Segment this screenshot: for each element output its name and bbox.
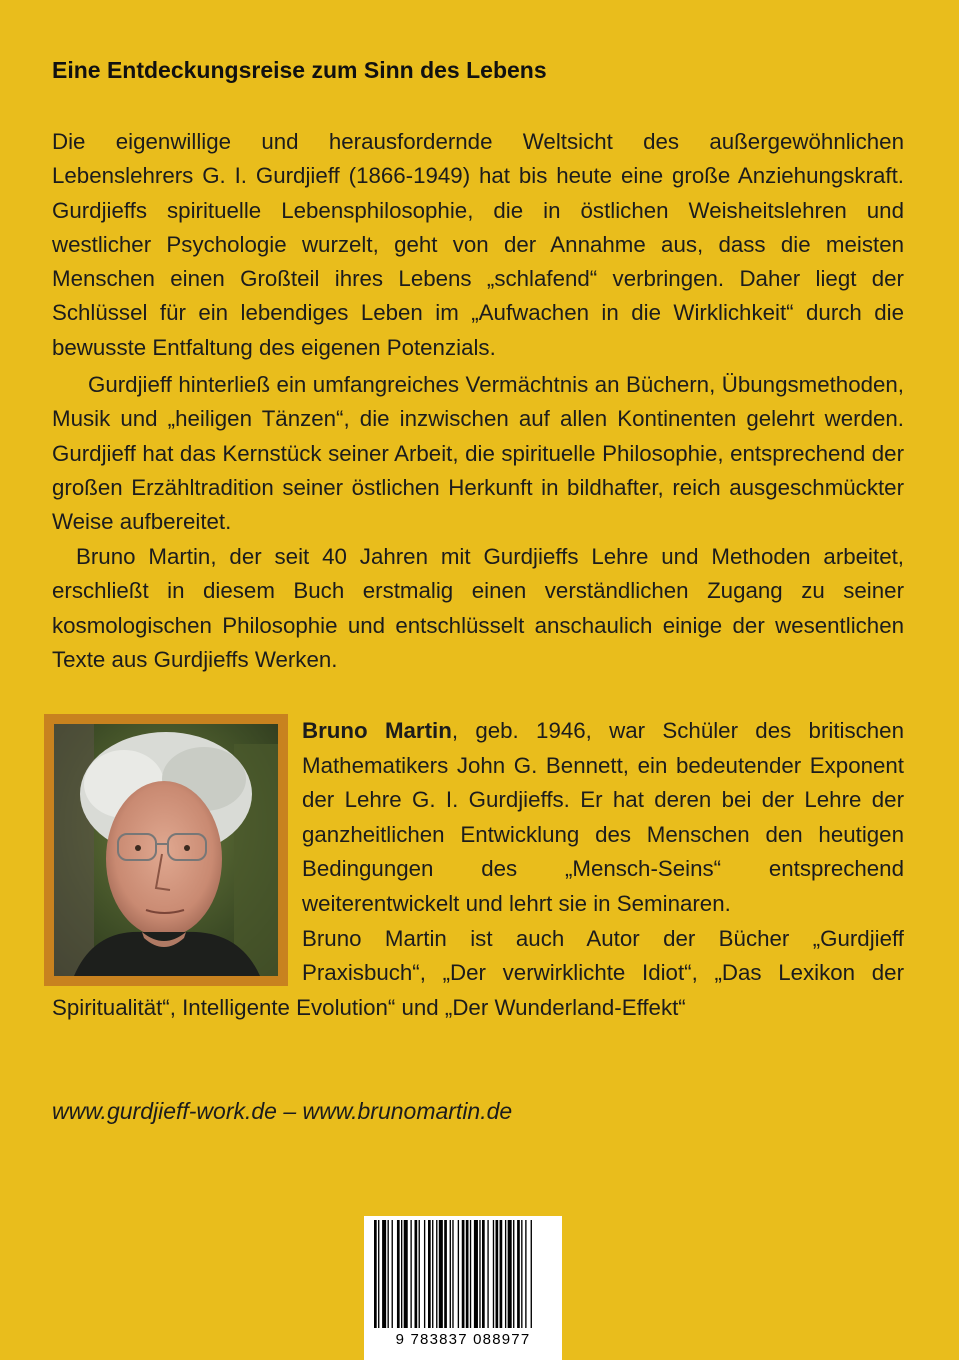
website-links[interactable]: www.gurdjieff-work.de – www.brunomartin.de [52, 1098, 513, 1124]
description-paragraph-2: Gurdjieff hinterließ ein umfangreiches Vermächtnis an Büchern, Übungsmethoden, Musik und „heiligen Tänzen“, die inzwischen auf allen Kontinenten gelehrt werden. Gurdjieff hat das Kernstück seiner Arbeit, die spirituelle Philosophie, entsprechend der großen Erzähltradition seiner östlichen Herkunft in bildhafter, reich ausgeschmückter Weise aufbereitet. [52, 372, 904, 535]
barcode-bars [364, 1216, 562, 1332]
author-portrait-image [54, 724, 278, 976]
description-paragraph-3: Bruno Martin, der seit 40 Jahren mit Gurdjieffs Lehre und Methoden arbeitet, erschließt in diesem Buch erstmalig einen verständlichen Zugang zu seiner kosmologischen Philosophie und entschlüsselt anschaulich einige der wesentlichen Texte aus Gurdjieffs Werken. [52, 544, 904, 672]
author-books: Bruno Martin ist auch Autor der Bücher „Gurdjieff Praxisbuch“, „Der verwirklichte Idiot“, „Das Lexikon der Spiritualität“, Intelligente Evolution“ und „Der Wunderland-Effekt“ [52, 925, 904, 1020]
description-paragraph-1: Die eigenwillige und herausfordernde Weltsicht des außergewöhnlichen Lebenslehrers G. I. Gurdjieff (1866-1949) hat bis heute eine große Anziehungskraft. Gurdjieffs spirituelle Lebensphilosophie, die in östlichen Weisheitslehren und westlicher Psychologie wurzelt, geht von der Annahme aus, dass die meisten Menschen einen Großteil ihres Lebens „schlafend“ verbringen. Daher liegt der Schlüssel für ein lebendiges Leben im „Aufwachen in die Wirklichkeit“ durch die bewusste Entfaltung des eigenen Potenzials. [52, 129, 904, 360]
author-bio-text: , geb. 1946, war Schüler des britischen Mathematikers John G. Bennett, ein bedeutender Exponent der Lehre G. I. Gurdjieffs. Er hat deren bei der Lehre der ganzheitlichen Entwicklung des Menschen den heutigen Bedingungen des „Mensch-Seins“ entsprechend weiterentwickelt und lehrt sie in Seminaren. [302, 718, 904, 916]
barcode-digits: 9 783837 088977 [395, 1331, 531, 1348]
isbn-barcode [364, 1216, 562, 1360]
page-title: Eine Entdeckungsreise zum Sinn des Lebens [52, 57, 547, 83]
author-name: Bruno Martin [302, 718, 452, 743]
author-photo [44, 714, 288, 986]
